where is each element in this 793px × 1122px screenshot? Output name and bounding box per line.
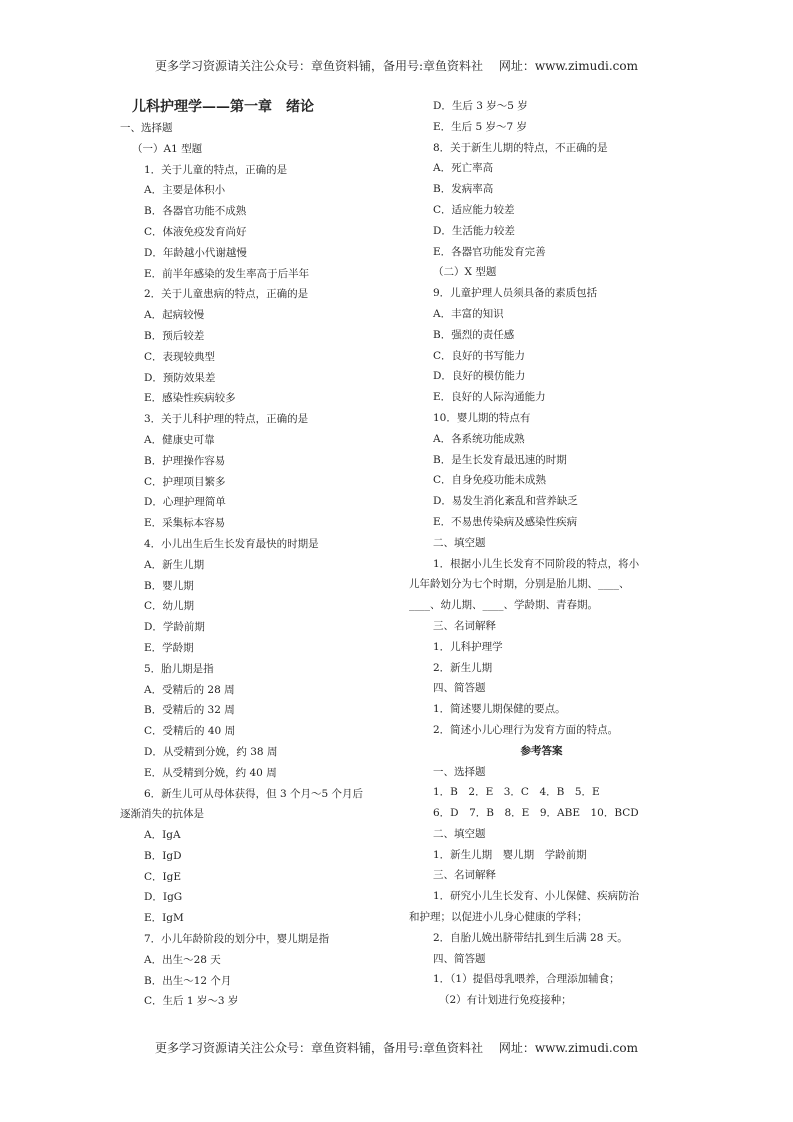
text-line: （二）X 型题 <box>433 266 497 279</box>
text-line: B．IgD <box>144 849 182 862</box>
text-line: A．出生～28 天 <box>144 953 221 966</box>
text-line: B．婴儿期 <box>144 579 194 592</box>
text-line: D．预防效果差 <box>144 371 216 384</box>
text-line: 三、名词解释 <box>433 619 496 632</box>
text-line: 1．B 2．E 3．C 4．B 5．E <box>433 786 600 799</box>
document-title: 儿科护理学——第一章 绪论 <box>132 99 314 115</box>
text-line: 三、名词解释 <box>433 869 496 882</box>
text-line: 1．新生儿期 婴儿期 学龄前期 <box>433 848 587 861</box>
text-line: C．适应能力较差 <box>433 203 515 216</box>
text-line: D．年龄越小代谢越慢 <box>144 246 247 259</box>
text-line: C．IgE <box>144 870 182 883</box>
text-line: C．良好的书写能力 <box>433 349 526 362</box>
text-line: A．死亡率高 <box>433 162 494 175</box>
text-line: B．预后较差 <box>144 329 205 342</box>
text-line: 一、选择题 <box>433 765 486 778</box>
text-line: 二、填空题 <box>433 827 486 840</box>
text-line: A．健康史可靠 <box>144 433 215 446</box>
text-line: （一）A1 型题 <box>132 142 203 155</box>
text-line: E．前半年感染的发生率高于后半年 <box>144 267 310 280</box>
text-line: B．强烈的责任感 <box>433 328 515 341</box>
page-footer: 更多学习资源请关注公众号：章鱼资料铺，备用号:章鱼资料社 网址：www.zimudi.com <box>155 1041 638 1055</box>
text-line: E．感染性疾病较多 <box>144 392 236 405</box>
text-line: B．发病率高 <box>433 183 494 196</box>
text-line: A．新生儿期 <box>144 558 205 571</box>
text-line: C．生后 1 岁～3 岁 <box>144 995 239 1008</box>
text-line: 9．儿童护理人员须具备的素质包括 <box>433 287 598 300</box>
text-line: 8．关于新生儿期的特点，不正确的是 <box>433 141 608 154</box>
left-column <box>120 96 405 1012</box>
text-line: E．各器官功能发育完善 <box>433 245 546 258</box>
text-line: 1．简述婴儿期保健的要点。 <box>433 703 566 716</box>
text-line: 1．儿科护理学 <box>433 640 503 653</box>
text-line: B．是生长发育最迅速的时期 <box>433 453 567 466</box>
text-line: 2．新生儿期 <box>433 661 493 674</box>
text-line: A．主要是体积小 <box>144 184 226 197</box>
text-line: E．从受精到分娩，约 40 周 <box>144 766 277 779</box>
text-line: C．受精后的 40 周 <box>144 725 236 738</box>
text-line: D．学龄前期 <box>144 621 205 634</box>
text-line: 7．小儿年龄阶段的划分中，婴儿期是指 <box>144 933 330 946</box>
text-line: A．起病较慢 <box>144 309 205 322</box>
text-line: 2．自胎儿娩出脐带结扎到生后满 28 天。 <box>433 931 628 944</box>
text-line: D．从受精到分娩，约 38 周 <box>144 745 278 758</box>
text-line: 1．关于儿童的特点，正确的是 <box>144 163 288 176</box>
text-line: E．学龄期 <box>144 641 194 654</box>
text-line: ____、幼儿期、____、学龄期、青春期。 <box>409 599 598 612</box>
text-line: B．护理操作容易 <box>144 454 226 467</box>
text-line: 1．根据小儿生长发育不同阶段的特点，将小 <box>433 557 640 570</box>
text-line: E．采集标本容易 <box>144 517 226 530</box>
text-line: E．良好的人际沟通能力 <box>433 391 546 404</box>
text-line: 6．新生儿可从母体获得，但 3 个月～5 个月后 <box>144 787 364 800</box>
text-line: 儿年龄划分为七个时期，分别是胎儿期、____、 <box>409 578 630 591</box>
text-line: A．IgA <box>144 829 181 842</box>
text-line: E．不易患传染病及感染性疾病 <box>433 515 578 528</box>
text-line: C．护理项目繁多 <box>144 475 226 488</box>
text-line: D．生活能力较差 <box>433 224 515 237</box>
text-line: B．各器官功能不成熟 <box>144 205 247 218</box>
text-line: 二、填空题 <box>433 536 486 549</box>
text-line: 10．婴儿期的特点有 <box>433 411 531 424</box>
text-line: C．表现较典型 <box>144 350 216 363</box>
text-line: 1．研究小儿生长发育、小儿保健、疾病防治 <box>433 890 640 903</box>
page-header: 更多学习资源请关注公众号：章鱼资料铺，备用号:章鱼资料社 网址：www.zimudi.com <box>155 59 638 73</box>
text-line: （2）有计划进行免疫接种； <box>439 994 572 1007</box>
text-line: 2．关于儿童患病的特点，正确的是 <box>144 288 309 301</box>
text-line: C．幼儿期 <box>144 600 195 613</box>
text-line: 3．关于儿科护理的特点，正确的是 <box>144 413 309 426</box>
text-line: E．生后 5 岁～7 岁 <box>433 120 528 133</box>
text-line: 和护理；以促进小儿身心健康的学科； <box>409 911 588 924</box>
text-line: A．丰富的知识 <box>433 307 504 320</box>
text-line: 6．D 7．B 8．E 9．ABE 10．BCD <box>433 807 639 820</box>
text-line: C．自身免疫功能未成熟 <box>433 474 547 487</box>
text-line: 四、简答题 <box>433 682 486 695</box>
text-line: 4．小儿出生后生长发育最快的时期是 <box>144 537 319 550</box>
text-line: 2．简述小儿心理行为发育方面的特点。 <box>433 723 619 736</box>
answer-heading: 参考答案 <box>520 744 563 757</box>
text-line: 1．（1）提倡母乳喂养，合理添加辅食； <box>433 973 620 986</box>
text-line: D．心理护理简单 <box>144 496 226 509</box>
text-line: A．各系统功能成熟 <box>433 432 525 445</box>
text-line: B．出生～12 个月 <box>144 974 232 987</box>
text-line: 四、简答题 <box>433 952 486 965</box>
text-line: D．生后 3 岁～5 岁 <box>433 100 528 112</box>
text-line: B．受精后的 32 周 <box>144 704 235 717</box>
text-line: D．良好的模仿能力 <box>433 370 526 383</box>
text-line: A．受精后的 28 周 <box>144 683 235 696</box>
right-column <box>409 96 674 1011</box>
text-line: C．体液免疫发育尚好 <box>144 225 247 238</box>
text-line: E．IgM <box>144 912 184 925</box>
text-line: D．易发生消化紊乱和营养缺乏 <box>433 495 578 508</box>
text-line: 5．胎儿期是指 <box>144 662 214 675</box>
text-line: 逐渐消失的抗体是 <box>120 808 204 821</box>
text-line: D．IgG <box>144 891 183 904</box>
text-line: 一、选择题 <box>120 122 173 134</box>
